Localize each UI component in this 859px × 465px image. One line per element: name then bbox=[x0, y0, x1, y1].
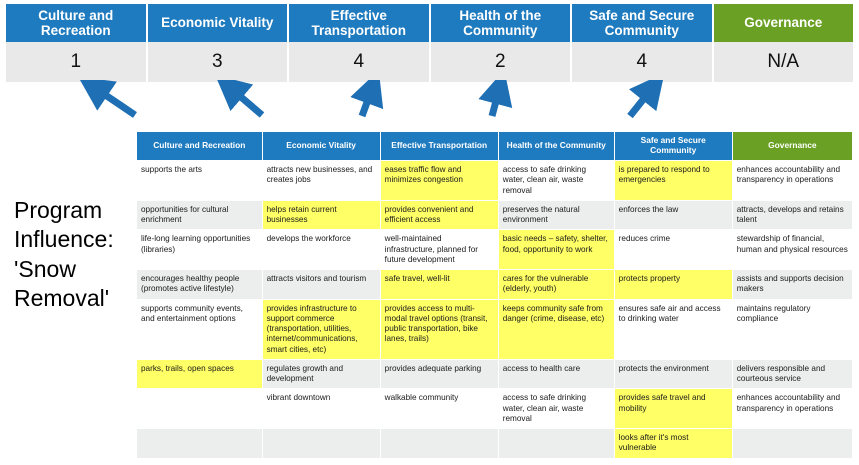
matrix-cell: is prepared to respond to emergencies bbox=[614, 161, 732, 201]
matrix-cell: provides infrastructure to support commerce (transportation, utilities, internet/communications, smart cities, etc) bbox=[262, 299, 380, 359]
scorecard-header-economic-vitality: Economic Vitality bbox=[148, 4, 290, 42]
table-row bbox=[137, 230, 853, 270]
caption-line-2: Influence: bbox=[14, 226, 114, 253]
matrix-header-governance: Governance bbox=[732, 132, 852, 161]
matrix-cell: enhances accountability and transparency in operations bbox=[732, 389, 852, 429]
matrix-cell bbox=[137, 389, 263, 429]
matrix-cell: enhances accountability and transparency in operations bbox=[732, 161, 852, 201]
matrix-cell: encourages healthy people (promotes active lifestyle) bbox=[137, 270, 263, 300]
matrix-cell bbox=[262, 429, 380, 459]
matrix-cell: provides adequate parking bbox=[380, 359, 498, 389]
matrix-cell: enforces the law bbox=[614, 200, 732, 230]
arrow-effective-transportation bbox=[362, 86, 373, 116]
matrix-cell: reduces crime bbox=[614, 230, 732, 270]
matrix-cell: keeps community safe from danger (crime, disease, etc) bbox=[498, 299, 614, 359]
matrix-cell: preserves the natural environment bbox=[498, 200, 614, 230]
table-row bbox=[137, 359, 853, 389]
scorecard-header-culture-and-recreation: Culture and Recreation bbox=[6, 4, 148, 42]
scorecard-bar bbox=[6, 4, 853, 82]
matrix-cell: assists and supports decision makers bbox=[732, 270, 852, 300]
matrix-cell: supports the arts bbox=[137, 161, 263, 201]
matrix-header-row bbox=[137, 132, 853, 161]
matrix-cell: delivers responsible and courteous service bbox=[732, 359, 852, 389]
arrow-economic-vitality bbox=[228, 86, 262, 115]
matrix-header-culture-and-recreation: Culture and Recreation bbox=[137, 132, 263, 161]
matrix-cell: safe travel, well-lit bbox=[380, 270, 498, 300]
arrow-health-of-the-community bbox=[492, 86, 500, 116]
table-row bbox=[137, 270, 853, 300]
scorecard-header-row bbox=[6, 4, 853, 42]
table-row bbox=[137, 161, 853, 201]
score-safe-and-secure-community: 4 bbox=[572, 42, 714, 82]
scorecard-header-safe-and-secure-community: Safe and Secure Community bbox=[572, 4, 714, 42]
table-row bbox=[137, 200, 853, 230]
matrix-header-safe-and-secure-community: Safe and Secure Community bbox=[614, 132, 732, 161]
matrix-cell: provides safe travel and mobility bbox=[614, 389, 732, 429]
scorecard-header-governance: Governance bbox=[714, 4, 854, 42]
matrix-cell bbox=[380, 429, 498, 459]
arrow-group bbox=[0, 80, 859, 136]
score-health-of-the-community: 2 bbox=[431, 42, 573, 82]
score-economic-vitality: 3 bbox=[148, 42, 290, 82]
matrix-cell: attracts, develops and retains talent bbox=[732, 200, 852, 230]
caption-program-influence bbox=[14, 196, 134, 314]
matrix-cell: walkable community bbox=[380, 389, 498, 429]
arrow-culture-and-recreation bbox=[92, 86, 135, 115]
matrix-cell: basic needs – safety, shelter, food, opportunity to work bbox=[498, 230, 614, 270]
table-row bbox=[137, 299, 853, 359]
matrix-header-health-of-the-community: Health of the Community bbox=[498, 132, 614, 161]
matrix-cell: provides access to multi-modal travel options (transit, public transportation, bike lanes, trails) bbox=[380, 299, 498, 359]
matrix-cell: looks after it's most vulnerable bbox=[614, 429, 732, 459]
matrix-cell bbox=[732, 429, 852, 459]
table-row bbox=[137, 389, 853, 429]
matrix-cell: supports community events, and entertainment options bbox=[137, 299, 263, 359]
arrow-safe-and-secure-community bbox=[630, 86, 654, 116]
matrix-cell: attracts new businesses, and creates jobs bbox=[262, 161, 380, 201]
matrix-body bbox=[137, 161, 853, 459]
matrix-cell: ensures safe air and access to drinking water bbox=[614, 299, 732, 359]
matrix-cell: access to safe drinking water, clean air, waste removal bbox=[498, 161, 614, 201]
matrix-cell: well-maintained infrastructure, planned for future development bbox=[380, 230, 498, 270]
matrix-cell: vibrant downtown bbox=[262, 389, 380, 429]
matrix-header-economic-vitality: Economic Vitality bbox=[262, 132, 380, 161]
score-governance: N/A bbox=[767, 51, 800, 72]
matrix-cell bbox=[498, 429, 614, 459]
matrix-cell: protects the environment bbox=[614, 359, 732, 389]
matrix-cell: attracts visitors and tourism bbox=[262, 270, 380, 300]
matrix-cell: protects property bbox=[614, 270, 732, 300]
scorecard-header-health-of-the-community: Health of the Community bbox=[431, 4, 573, 42]
matrix-cell: maintains regulatory compliance bbox=[732, 299, 852, 359]
matrix-cell: parks, trails, open spaces bbox=[137, 359, 263, 389]
caption-line-1: Program bbox=[14, 197, 103, 223]
matrix-cell: develops the workforce bbox=[262, 230, 380, 270]
matrix-cell: provides convenient and efficient access bbox=[380, 200, 498, 230]
caption-line-3: 'Snow bbox=[14, 255, 76, 282]
matrix-cell: cares for the vulnerable (elderly, youth) bbox=[498, 270, 614, 300]
matrix-cell bbox=[137, 429, 263, 459]
matrix-cell: stewardship of financial, human and physical resources bbox=[732, 230, 852, 270]
matrix-cell: access to health care bbox=[498, 359, 614, 389]
matrix-cell: regulates growth and development bbox=[262, 359, 380, 389]
matrix-cell: life-long learning opportunities (libraries) bbox=[137, 230, 263, 270]
table-row bbox=[137, 429, 853, 459]
matrix-cell: helps retain current businesses bbox=[262, 200, 380, 230]
outcomes-matrix bbox=[136, 131, 853, 459]
matrix-cell: opportunities for cultural enrichment bbox=[137, 200, 263, 230]
score-culture-and-recreation: 1 bbox=[6, 42, 148, 82]
matrix-cell: access to safe drinking water, clean air, waste removal bbox=[498, 389, 614, 429]
matrix-header-effective-transportation: Effective Transportation bbox=[380, 132, 498, 161]
scorecard-header-effective-transportation: Effective Transportation bbox=[289, 4, 431, 42]
caption-line-4: Removal' bbox=[14, 285, 110, 312]
scorecard-score-row bbox=[6, 42, 853, 82]
score-effective-transportation: 4 bbox=[289, 42, 431, 82]
matrix-cell: eases traffic flow and minimizes congestion bbox=[380, 161, 498, 201]
